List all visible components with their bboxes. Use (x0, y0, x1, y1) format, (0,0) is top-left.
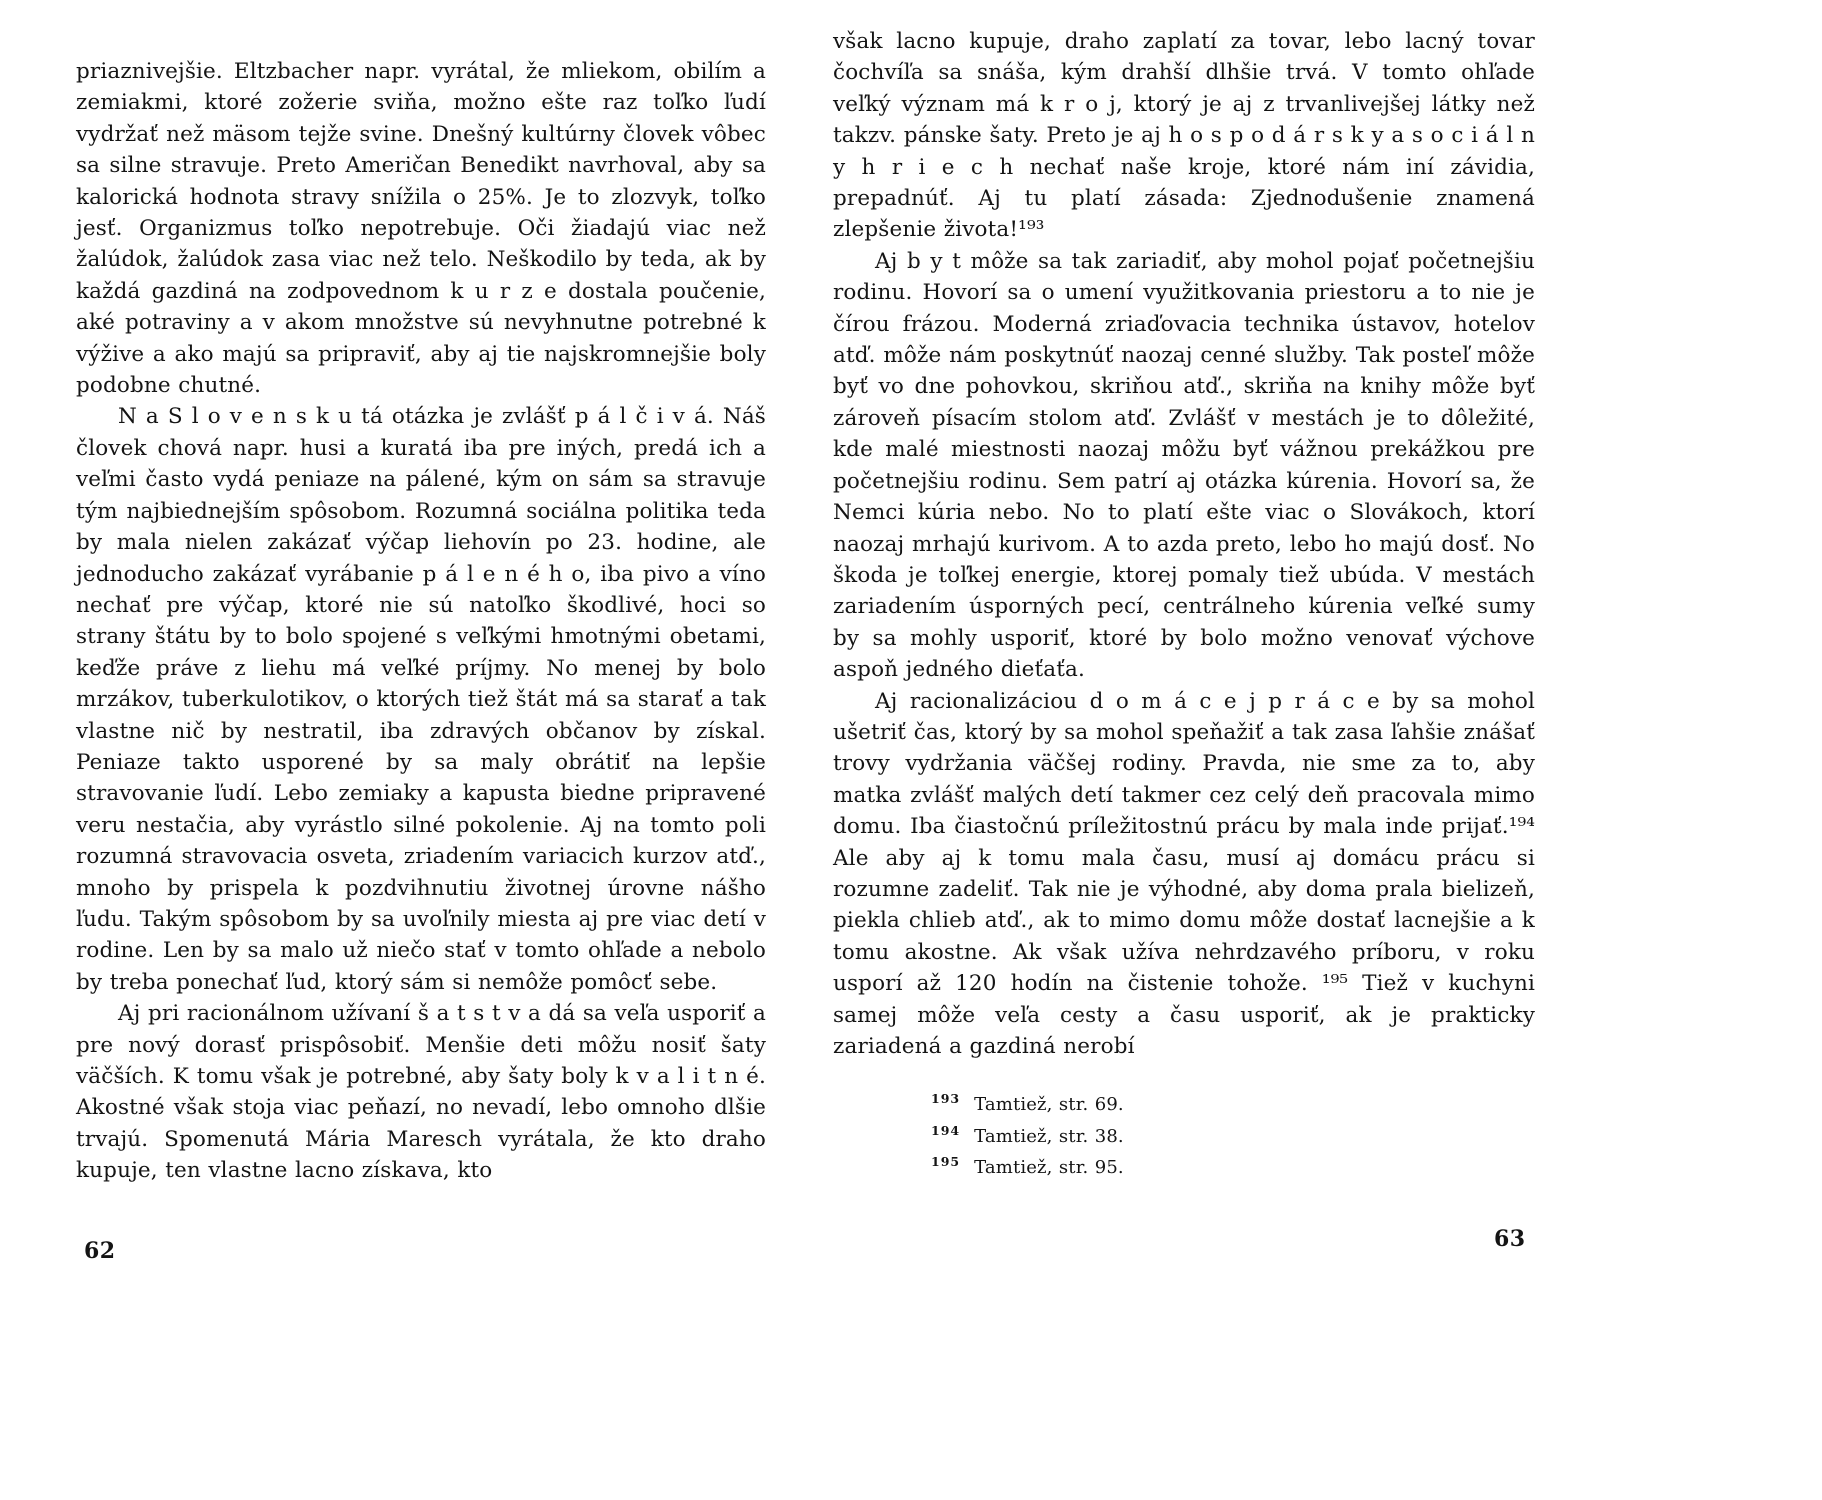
footnote-text: Tamtiež, str. 95. (974, 1157, 1124, 1179)
paragraph: Aj pri racionálnom užívaní š a t s t v a dá sa veľa usporiť a pre nový dorasť prispôsobiť. Menšie deti môžu nosiť šaty väčších. K tomu však je potrebné, aby šaty boly k v a l i t n é. Akostné však stoja viac peňazí, no nevadí, lebo omnoho dlšie trvajú. Spomenutá Mária Maresch vyrátala, že kto draho kupuje, ten vlastne lacno získava, kto (76, 1001, 767, 1184)
paragraph: N a S l o v e n s k u tá otázka je zvlášť p á l č i v á. Náš človek chová napr. husi a kuratá iba pre iných, predá ich a veľmi často vydá peniaze na pálené, kým on sám sa stravuje tým najbiednejším spôsobom. Rozumná sociálna politika teda by mala nielen zakázať výčap liehovín po 23. hodine, ale jednoducho zakázať vyrábanie p á l e n é h o, iba pivo a víno nechať pre výčap, ktoré nie sú natoľko škodlivé, hoci so strany štátu by to bolo spojené s veľkými hmotnými obetami, keďže práve z liehu má veľké príjmy. No menej by bolo mrzákov, tuberkulotikov, o ktorých tiež štát má sa starať a tak vlastne nič by nestratil, iba zdravých občanov by získal. Peniaze takto usporené by sa maly obrátiť na lepšie stravovanie ľudí. Lebo zemiaky a kapusta biedne pripravené veru nestačia, aby vyrástlo silné pokolenie. Aj na tomto poli rozumná stravovacia osveta, zriadením variacich kurzov atď., mnoho by prispela k pozdvihnutiu životnej úrovne nášho ľudu. Takým spôsobom by sa uvoľnily miesta aj pre viac detí v rodine. Len by sa malo už niečo stať v tomto ohľade a nebolo by treba ponechať ľud, ktorý sám si nemôže pomôcť sebe. (76, 404, 766, 995)
footnote (931, 1086, 1535, 1118)
page-63-text-block (833, 26, 1535, 1181)
paragraph: priaznivejšie. Eltzbacher napr. vyrátal, že mliekom, obilím a zemiakmi, ktoré zožerie sviňa, možno ešte raz toľko ľudí vydržať než mäsom tejže svine. Dnešný kultúrny človek vôbec sa silne stravuje. Preto Američan Benedikt navrhoval, aby sa kalorická hodnota stravy snížila o 25%. Je to zlozvyk, toľko jesť. Organizmus toľko nepotrebuje. Oči žiadajú viac než žalúdok, žalúdok zasa viac než telo. Neškodilo by teda, ak by každá gazdiná na zodpovednom k u r z e dostala poučenie, aké potraviny a v akom množstve sú nevyhnutne potrebné k výžive a ako majú sa pripraviť, aby aj tie najskromnejšie boly podobne chutné. (76, 59, 766, 399)
page-62-text-block (76, 56, 766, 1187)
footnote-text: Tamtiež, str. 38. (974, 1125, 1124, 1147)
footnote-text: Tamtiež, str. 69. (974, 1094, 1124, 1116)
paragraph: Aj racionalizáciou d o m á c e j p r á c e by sa mohol ušetriť čas, ktorý by sa mohol speňažiť a tak zasa ľahšie znášať trovy vydržania väčšej rodiny. Pravda, nie sme za to, aby matka zvlášť malých detí takmer cez celý deň pracovala mimo domu. Iba čiastočnú príležitostnú prácu by mala inde prijať.¹⁹⁴ Ale aby aj k tomu mala času, musí aj domácu prácu si rozumne zadeliť. Tak nie je výhodné, aby doma prala bielizeň, piekla chlieb atď., ak to mimo domu môže dostať lacnejšie a k tomu akostne. Ak však užíva nehrdzavého príboru, v roku usporí až 120 hodín na čistenie tohože. ¹⁹⁵ Tiež v kuchyni samej môže veľa cesty a času usporiť, ak je prakticky zariadená a gazdiná nerobí (833, 688, 1535, 1059)
paragraph: však lacno kupuje, draho zaplatí za tovar, lebo lacný tovar čochvíľa sa snáša, kým drahší dlhšie trvá. V tomto ohľade veľký význam má k r o j, ktorý je aj z trvanlivejšej látky než takzv. pánske šaty. Preto je aj h o s p o d á r s k y a s o c i á l n y h r i e c h nechať naše kroje, ktoré nám iní závidia, prepadnúť. Aj tu platí zásada: Zjednodušenie znamená zlepšenie života!¹⁹³ (833, 29, 1535, 243)
page-number-right: 63 (1494, 1226, 1526, 1252)
paragraph: Aj b y t môže sa tak zariadiť, aby mohol pojať početnejšiu rodinu. Hovorí sa o umení využitkovania priestoru a to nie je čírou frázou. Moderná zriaďovacia technika ústavov, hotelov atď. môže nám poskytnúť naozaj cenné služby. Tak posteľ môže byť vo dne pohovkou, skriňou atď., skriňa na knihy môže byť zároveň písacím stolom atď. Zvlášť v mestách je to dôležité, kde malé miestnosti naozaj môžu byť vážnou prekážkou pre početnejšiu rodinu. Sem patrí aj otázka kúrenia. Hovorí sa, že Nemci kúria nebo. No to platí ešte viac o Slovákoch, ktorí naozaj mrhajú kurivom. A to azda preto, lebo ho majú dosť. No škoda je toľkej energie, ktorej pomaly tiež ubúda. V mestách zariadením úsporných pecí, centrálneho kúrenia veľké sumy by sa mohly usporiť, ktoré by bolo možno venovať výchove aspoň jedného dieťaťa. (833, 248, 1535, 683)
footnote (931, 1149, 1535, 1181)
footnote (931, 1118, 1535, 1150)
footnote-marker: 193 (931, 1091, 961, 1107)
footnote-marker: 194 (931, 1122, 961, 1138)
page-number-left: 62 (84, 1238, 116, 1264)
footnote-marker: 195 (931, 1154, 961, 1170)
footnotes-section (833, 1086, 1535, 1181)
